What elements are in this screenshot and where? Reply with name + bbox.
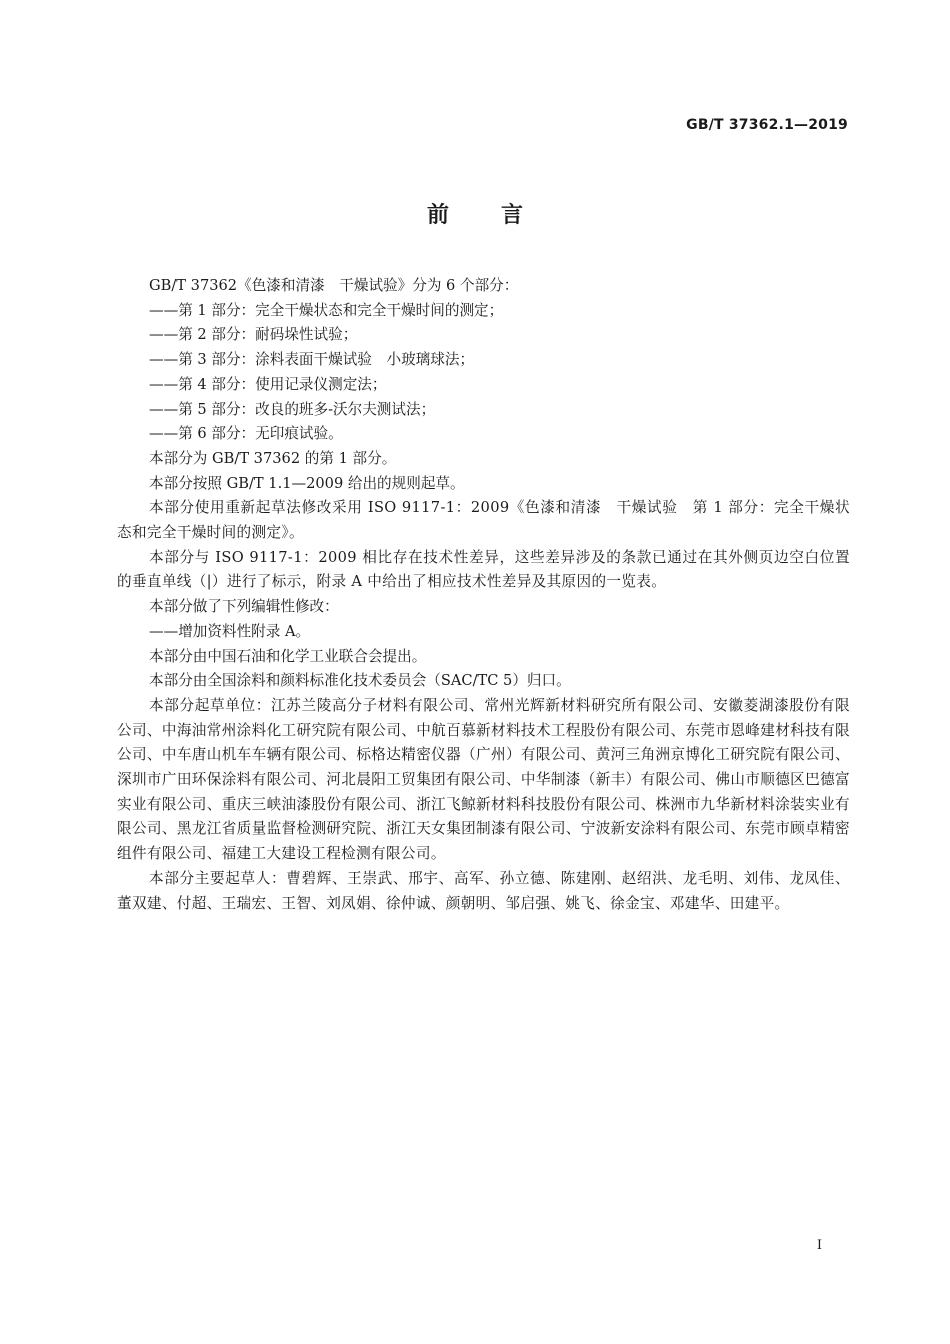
list-item-part-4: ——第 4 部分：使用记录仪测定法； bbox=[149, 375, 387, 393]
paragraph-proposed-by: 本部分由中国石油和化学工业联合会提出。 bbox=[149, 647, 427, 665]
paragraph-drafting-rules: 本部分按照 GB/T 1.1—2009 给出的规则起草。 bbox=[149, 474, 465, 492]
standard-code: GB/T 37362.1—2019 bbox=[686, 117, 848, 133]
paragraph-main-drafters: 本部分主要起草人：曹碧辉、王崇武、邢宇、高军、孙立德、陈建刚、赵绍洪、龙毛明、刘伟、龙凤佳、董双建、付超、王瑞宏、王智、刘凤娟、徐仲诚、颜朝明、邹启强、姚飞、徐金宝、邓建华、田建平。 bbox=[117, 869, 850, 912]
foreword-body bbox=[117, 274, 850, 916]
paragraph-responsible-committee: 本部分由全国涂料和颜料标准化技术委员会（SAC/TC 5）归口。 bbox=[149, 672, 571, 690]
list-item-part-3: ——第 3 部分：涂料表面干燥试验 小玻璃球法； bbox=[149, 351, 475, 369]
list-item-part-5: ——第 5 部分：改良的班多-沃尔夫测试法； bbox=[149, 400, 436, 418]
paragraph-parts-intro: GB/T 37362《色漆和清漆 干燥试验》分为 6 个部分： bbox=[149, 277, 519, 294]
paragraph-adoption: 本部分使用重新起草法修改采用 ISO 9117-1：2009《色漆和清漆 干燥试验 第 1 部分：完全干燥状态和完全干燥时间的测定》。 bbox=[117, 499, 850, 542]
paragraph-part-statement: 本部分为 GB/T 37362 的第 1 部分。 bbox=[149, 449, 397, 467]
list-item-part-6: ——第 6 部分：无印痕试验。 bbox=[149, 425, 343, 443]
list-item-part-2: ——第 2 部分：耐码垛性试验； bbox=[149, 326, 358, 344]
paragraph-editorial-changes: 本部分做了下列编辑性修改： bbox=[149, 598, 339, 616]
list-item-annex-a: ——增加资料性附录 A。 bbox=[149, 622, 311, 640]
page-title: 前言 bbox=[426, 203, 575, 228]
page-number: I bbox=[816, 1238, 822, 1253]
list-item-part-1: ——第 1 部分：完全干燥状态和完全干燥时间的测定； bbox=[149, 301, 504, 319]
paragraph-drafting-organizations: 本部分起草单位：江苏兰陵高分子材料有限公司、常州光辉新材料研究所有限公司、安徽菱湖漆股份有限公司、中海油常州涂料化工研究院有限公司、中航百慕新材料技术工程股份有限公司、东莞市恩峰建材科技有限公司、中车唐山机车车辆有限公司、标格达精密仪器（广州）有限公司、黄河三角洲京博化工研究院有限公司、深圳市广田环保涂料有限公司、河北晨阳工贸集团有限公司、中华制漆（新丰）有限公司、佛山市顺德区巴德富实业有限公司、重庆三峡油漆股份有限公司、浙江飞鲸新材料科技股份有限公司、株洲市九华新材料涂装实业有限公司、黑龙江省质量监督检测研究院、浙江天女集团制漆有限公司、宁波新安涂料有限公司、东莞市顾卓精密组件有限公司、福建工大建设工程检测有限公司。 bbox=[117, 696, 850, 863]
paragraph-technical-differences: 本部分与 ISO 9117-1：2009 相比存在技术性差异，这些差异涉及的条款已通过在其外侧页边空白位置的垂直单线（|）进行了标示，附录 A 中给出了相应技术性差异及其原因的一览表。 bbox=[117, 548, 850, 591]
